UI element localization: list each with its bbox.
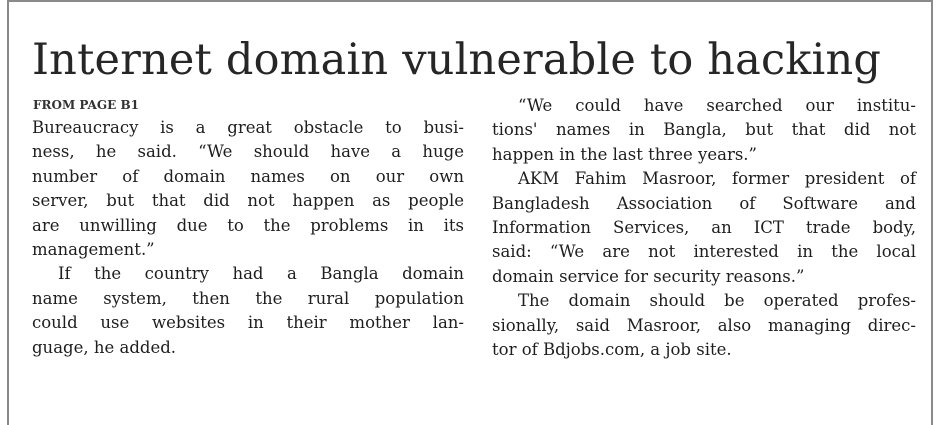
- paragraph-line: Bureaucracy is a great obstacle to busi-: [32, 118, 464, 137]
- paragraph-line: management.”: [32, 239, 155, 259]
- jump-line: FROM PAGE B1: [33, 98, 139, 112]
- paragraph-line: tions' names in Bangla, but that did not: [492, 120, 916, 140]
- paragraph-line: tor of Bdjobs.com, a job site.: [492, 339, 732, 359]
- paragraph-line: AKM Fahim Masroor, former president of: [518, 169, 916, 189]
- paragraph-line: ness, he said. “We should have a huge: [32, 142, 464, 162]
- paragraph-line: server, but that did not happen as people: [32, 191, 464, 211]
- right-column: [492, 94, 916, 362]
- paragraph-line: If the country had a Bangla domain: [58, 264, 464, 284]
- paragraph-line: happen in the last three years.”: [492, 144, 757, 164]
- paragraph-line: Bangladesh Association of Software and: [492, 193, 916, 213]
- paragraph-line: “We could have searched our institu-: [518, 96, 916, 115]
- paragraph-line: number of domain names on our own: [32, 166, 464, 186]
- paragraph-line: name system, then the rural population: [32, 288, 464, 308]
- paragraph-line: could use websites in their mother lan-: [32, 313, 464, 333]
- headline: Internet domain vulnerable to hacking: [32, 35, 882, 85]
- paragraph-line: domain service for security reasons.”: [492, 266, 805, 286]
- paragraph-line: sionally, said Masroor, also managing direc-: [492, 315, 916, 335]
- paragraph-line: said: “We are not interested in the local: [492, 242, 916, 262]
- paragraph-line: Information Services, an ICT trade body,: [492, 217, 916, 237]
- left-column: [32, 116, 464, 360]
- paragraph-line: The domain should be operated profes-: [518, 291, 916, 311]
- paragraph-line: are unwilling due to the problems in its: [32, 215, 464, 235]
- paragraph-line: guage, he added.: [32, 337, 177, 357]
